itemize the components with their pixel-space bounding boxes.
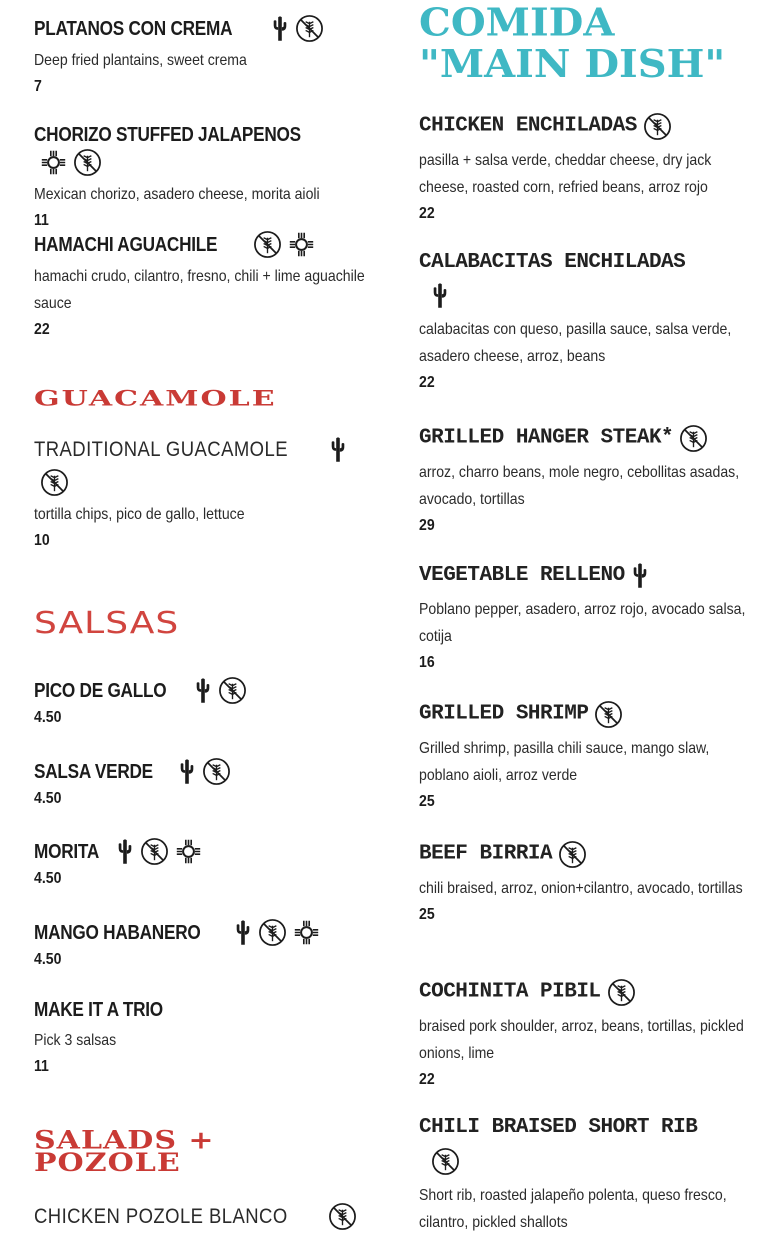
gluten-free-icon [558, 840, 587, 869]
item-name: COCHINITA PIBIL [419, 980, 601, 1004]
cactus-icon [631, 562, 649, 590]
gluten-free-icon [328, 1202, 357, 1231]
item-price: 25 [419, 793, 435, 810]
item-name: CHORIZO STUFFED JALAPENOS [34, 124, 301, 146]
section-title-comida [419, 2, 725, 86]
menu-item [34, 837, 374, 889]
item-description: calabacitas con queso, pasilla sauce, salsa verde, asadero cheese, arroz, beans [419, 321, 732, 365]
menu-item [34, 757, 374, 809]
item-description: Deep fried plantains, sweet crema [34, 52, 247, 69]
cactus-icon [271, 15, 289, 43]
menu-item [34, 997, 374, 1077]
item-name: PLATANOS CON CREMA [34, 17, 233, 40]
menu-item [419, 700, 749, 812]
item-price: 22 [34, 321, 50, 338]
item-name: SALSA VERDE [34, 760, 153, 783]
item-name: GRILLED SHRIMP [419, 702, 589, 726]
item-name: GRILLED HANGER STEAK* [419, 426, 674, 450]
section-title-line: COMIDA [419, 0, 615, 45]
cactus-icon [194, 677, 212, 705]
item-description: Pick 3 salsas [34, 1032, 117, 1049]
item-description: chili braised, arroz, onion+cilantro, avocado, tortillas [419, 880, 743, 897]
section-title-line: POZOLE [34, 1147, 181, 1178]
menu-item [419, 978, 749, 1090]
gluten-free-icon [258, 918, 287, 947]
item-description: tortilla chips, pico de gallo, lettuce [34, 506, 245, 523]
item-price: 29 [419, 517, 435, 534]
item-description: pasilla + salsa verde, cheddar cheese, dry jack cheese, roasted corn, refried beans, arroz rojo [419, 152, 712, 196]
item-name: CALABACITAS ENCHILADAS [419, 251, 686, 274]
item-price: 22 [419, 205, 435, 222]
sun-symbol-icon [293, 919, 320, 946]
item-name: BEEF BIRRIA [419, 842, 553, 866]
item-description: arroz, charro beans, mole negro, cebollitas asadas, avocado, tortillas [419, 464, 740, 508]
cactus-icon [234, 919, 252, 947]
menu-item [34, 918, 374, 970]
menu-item [419, 1115, 749, 1236]
item-name: VEGETABLE RELLENO [419, 564, 625, 587]
gluten-free-icon [594, 700, 623, 729]
item-price: 25 [419, 906, 435, 923]
item-description: hamachi crudo, cilantro, fresno, chili + lime aguachile sauce [34, 268, 365, 312]
cactus-icon [178, 758, 196, 786]
item-price: 22 [419, 1071, 435, 1088]
section-title-line: SALADS + [34, 1125, 215, 1156]
item-description: braised pork shoulder, arroz, beans, tortillas, pickled onions, lime [419, 1018, 744, 1062]
gluten-free-icon [295, 14, 324, 43]
gluten-free-icon [643, 112, 672, 141]
gluten-free-icon [431, 1147, 460, 1176]
gluten-free-icon [607, 978, 636, 1007]
item-price: 4.50 [34, 870, 62, 887]
item-price: 4.50 [34, 709, 62, 726]
menu-item [419, 840, 749, 925]
item-description: Mexican chorizo, asadero cheese, morita aioli [34, 186, 320, 203]
item-name: MAKE IT A TRIO [34, 999, 163, 1021]
item-name: PICO DE GALLO [34, 679, 167, 702]
menu-item [419, 562, 749, 673]
sun-symbol-icon [175, 838, 202, 865]
item-name: HAMACHI AGUACHILE [34, 233, 218, 256]
item-name: CHICKEN POZOLE BLANCO [34, 1204, 288, 1228]
item-description: Short rib, roasted jalapeño polenta, queso fresco, cilantro, pickled shallots [419, 1187, 727, 1231]
menu-item [34, 676, 374, 728]
menu-item [419, 424, 749, 536]
item-price: 10 [34, 532, 50, 549]
item-description: Grilled shrimp, pasilla chili sauce, mango slaw, poblano aioli, arroz verde [419, 740, 710, 784]
cactus-icon [329, 436, 347, 464]
menu-item [34, 14, 374, 97]
cactus-icon [116, 838, 134, 866]
item-price: 4.50 [34, 951, 62, 968]
item-name: CHILI BRAISED SHORT RIB [419, 1116, 698, 1139]
sun-symbol-icon [40, 149, 67, 176]
menu-item [419, 250, 749, 393]
gluten-free-icon [679, 424, 708, 453]
item-price: 11 [34, 1058, 49, 1075]
sun-symbol-icon [288, 231, 315, 258]
item-price: 22 [419, 374, 435, 391]
item-name: MANGO HABANERO [34, 921, 201, 944]
item-price: 4.50 [34, 790, 62, 807]
item-name: TRADITIONAL GUACAMOLE [34, 438, 288, 461]
section-title-guacamole: GUACAMOLE [34, 386, 277, 412]
section-title-salsas: SALSAS [34, 606, 180, 641]
menu-item [34, 1202, 374, 1231]
menu-item [419, 112, 749, 224]
gluten-free-icon [202, 757, 231, 786]
cactus-icon [431, 282, 449, 310]
gluten-free-icon [140, 837, 169, 866]
item-price: 7 [34, 78, 42, 95]
section-title-salads [34, 1125, 215, 1178]
item-name: MORITA [34, 840, 100, 863]
item-description: Poblano pepper, asadero, arroz rojo, avocado salsa, cotija [419, 601, 746, 645]
item-price: 16 [419, 654, 435, 671]
item-price: 11 [34, 212, 49, 229]
gluten-free-icon [73, 148, 102, 177]
menu-item [34, 230, 374, 340]
menu-item [34, 122, 374, 231]
gluten-free-icon [218, 676, 247, 705]
gluten-free-icon [253, 230, 282, 259]
gluten-free-icon [40, 468, 69, 497]
section-title-line: "MAIN DISH" [419, 41, 726, 87]
item-name: CHICKEN ENCHILADAS [419, 114, 637, 138]
menu-item [34, 436, 374, 551]
